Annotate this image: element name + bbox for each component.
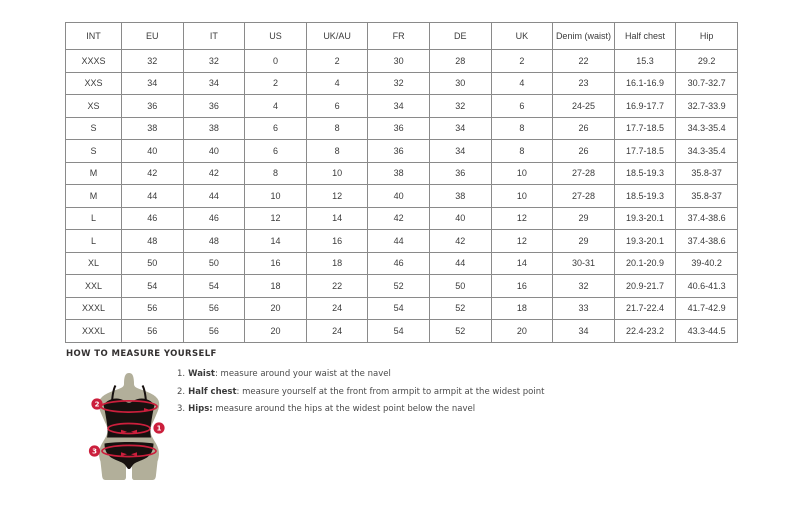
table-cell: 40 [122, 140, 184, 163]
mannequin-illustration [86, 372, 172, 482]
waist-badge-number: 1 [156, 424, 162, 433]
table-cell: 20 [245, 297, 307, 320]
table-cell: 29 [553, 230, 615, 253]
table-cell: 38 [368, 162, 430, 185]
table-row [66, 140, 738, 163]
measure-step-hips [177, 404, 544, 414]
table-cell: 34 [429, 140, 491, 163]
column-header: US [245, 23, 307, 50]
table-cell: 44 [429, 252, 491, 275]
table-cell: 34 [553, 320, 615, 343]
column-header: INT [66, 23, 122, 50]
table-cell: 28 [429, 50, 491, 73]
table-cell: 4 [245, 95, 307, 118]
table-cell: 30-31 [553, 252, 615, 275]
table-cell: 36 [368, 140, 430, 163]
table-cell: 30 [368, 50, 430, 73]
table-cell: 22 [553, 50, 615, 73]
column-header: Denim (waist) [553, 23, 615, 50]
table-cell: 30 [429, 72, 491, 95]
table-cell: 27-28 [553, 162, 615, 185]
table-cell: 18 [245, 275, 307, 298]
table-cell: 41.7-42.9 [676, 297, 738, 320]
table-cell: 34 [429, 117, 491, 140]
table-row [66, 50, 738, 73]
table-cell: 12 [491, 230, 553, 253]
step-text: measure around the hips at the widest point below the navel [212, 404, 476, 414]
hip-badge [89, 445, 100, 456]
table-cell: 36 [122, 95, 184, 118]
waist-badge [153, 422, 164, 433]
table-cell: 50 [122, 252, 184, 275]
table-row [66, 162, 738, 185]
header-row [66, 23, 738, 50]
column-header: UK [491, 23, 553, 50]
table-cell: 56 [122, 320, 184, 343]
table-cell: 32 [183, 50, 245, 73]
table-row [66, 95, 738, 118]
table-cell: 26 [553, 117, 615, 140]
table-cell: 37.4-38.6 [676, 207, 738, 230]
table-row [66, 275, 738, 298]
table-cell: 42 [183, 162, 245, 185]
guide-title: HOW TO MEASURE YOURSELF [66, 349, 217, 359]
size-table-body [66, 50, 738, 343]
table-cell: 56 [183, 297, 245, 320]
table-cell: 54 [122, 275, 184, 298]
table-row [66, 72, 738, 95]
table-cell: 34.3-35.4 [676, 140, 738, 163]
table-cell: XXXL [66, 320, 122, 343]
column-header: UK/AU [306, 23, 368, 50]
table-cell: 16 [306, 230, 368, 253]
table-cell: 42 [429, 230, 491, 253]
column-header: EU [122, 23, 184, 50]
table-row [66, 297, 738, 320]
table-cell: 38 [429, 185, 491, 208]
table-cell: 8 [491, 117, 553, 140]
table-cell: 52 [368, 275, 430, 298]
table-cell: 32.7-33.9 [676, 95, 738, 118]
table-row [66, 207, 738, 230]
table-cell: XXS [66, 72, 122, 95]
table-cell: XS [66, 95, 122, 118]
table-cell: 21.7-22.4 [614, 297, 676, 320]
chest-badge-number: 2 [94, 400, 100, 409]
table-cell: XXXS [66, 50, 122, 73]
table-row [66, 230, 738, 253]
table-cell: 40 [429, 207, 491, 230]
table-cell: 17.7-18.5 [614, 117, 676, 140]
table-cell: 20.1-20.9 [614, 252, 676, 275]
table-cell: 40 [368, 185, 430, 208]
table-cell: 35.8-37 [676, 185, 738, 208]
table-cell: 32 [368, 72, 430, 95]
table-cell: 18.5-19.3 [614, 162, 676, 185]
table-cell: 34.3-35.4 [676, 117, 738, 140]
table-cell: M [66, 185, 122, 208]
step-number: 1. [177, 369, 186, 379]
table-cell: 16 [245, 252, 307, 275]
table-cell: 26 [553, 140, 615, 163]
table-cell: 54 [183, 275, 245, 298]
table-cell: 12 [491, 207, 553, 230]
size-table-head [66, 23, 738, 50]
table-cell: 10 [245, 185, 307, 208]
table-cell: 2 [245, 72, 307, 95]
table-cell: 42 [368, 207, 430, 230]
table-cell: 44 [183, 185, 245, 208]
chest-badge [91, 398, 102, 409]
table-cell: 6 [306, 95, 368, 118]
table-cell: 18 [306, 252, 368, 275]
table-cell: 8 [306, 117, 368, 140]
column-header: Hip [676, 23, 738, 50]
table-cell: 12 [245, 207, 307, 230]
table-cell: 20 [245, 320, 307, 343]
table-cell: 50 [429, 275, 491, 298]
table-cell: 36 [429, 162, 491, 185]
table-cell: 33 [553, 297, 615, 320]
table-cell: M [66, 162, 122, 185]
table-cell: 19.3-20.1 [614, 230, 676, 253]
table-cell: 40 [183, 140, 245, 163]
table-cell: 15.3 [614, 50, 676, 73]
table-cell: S [66, 140, 122, 163]
measure-step-waist [177, 369, 544, 379]
table-cell: 30.7-32.7 [676, 72, 738, 95]
table-cell: S [66, 117, 122, 140]
step-number: 3. [177, 404, 186, 414]
table-cell: 40.6-41.3 [676, 275, 738, 298]
table-cell: 6 [245, 117, 307, 140]
table-cell: 32 [429, 95, 491, 118]
table-cell: 24 [306, 320, 368, 343]
table-cell: 2 [491, 50, 553, 73]
step-text: : measure around your waist at the navel [214, 369, 391, 379]
table-cell: 6 [491, 95, 553, 118]
table-row [66, 252, 738, 275]
table-row [66, 185, 738, 208]
table-cell: 56 [122, 297, 184, 320]
table-cell: 12 [306, 185, 368, 208]
table-cell: 29.2 [676, 50, 738, 73]
table-cell: 18.5-19.3 [614, 185, 676, 208]
table-cell: 32 [553, 275, 615, 298]
table-cell: 4 [491, 72, 553, 95]
step-label: Waist [188, 369, 215, 379]
step-label: Hips: [188, 404, 213, 414]
table-cell: 34 [368, 95, 430, 118]
table-cell: 46 [122, 207, 184, 230]
table-cell: 36 [368, 117, 430, 140]
table-cell: 46 [183, 207, 245, 230]
column-header: IT [183, 23, 245, 50]
table-cell: 6 [245, 140, 307, 163]
table-cell: 38 [122, 117, 184, 140]
table-cell: 16.9-17.7 [614, 95, 676, 118]
table-cell: 48 [183, 230, 245, 253]
table-cell: 48 [122, 230, 184, 253]
table-cell: 39-40.2 [676, 252, 738, 275]
table-cell: 10 [491, 162, 553, 185]
table-cell: L [66, 230, 122, 253]
table-cell: 22.4-23.2 [614, 320, 676, 343]
table-cell: 27-28 [553, 185, 615, 208]
table-cell: 36 [183, 95, 245, 118]
step-label: Half chest [188, 386, 237, 397]
step-number: 2. [177, 386, 186, 397]
table-cell: 54 [368, 320, 430, 343]
table-cell: 14 [491, 252, 553, 275]
table-cell: 4 [306, 72, 368, 95]
table-cell: L [66, 207, 122, 230]
table-cell: 8 [491, 140, 553, 163]
table-cell: 10 [491, 185, 553, 208]
table-cell: 10 [306, 162, 368, 185]
step-text: : measure yourself at the front from armpit to armpit at the widest point [236, 386, 545, 397]
table-cell: 17.7-18.5 [614, 140, 676, 163]
table-cell: 8 [245, 162, 307, 185]
table-cell: 54 [368, 297, 430, 320]
table-cell: 16.1-16.9 [614, 72, 676, 95]
table-cell: 32 [122, 50, 184, 73]
table-cell: 44 [368, 230, 430, 253]
table-cell: XXXL [66, 297, 122, 320]
table-cell: 20.9-21.7 [614, 275, 676, 298]
table-cell: 44 [122, 185, 184, 208]
table-cell: 34 [122, 72, 184, 95]
table-cell: 43.3-44.5 [676, 320, 738, 343]
table-cell: 14 [306, 207, 368, 230]
table-cell: 24-25 [553, 95, 615, 118]
table-cell: 56 [183, 320, 245, 343]
measurement-figure [86, 372, 172, 482]
measure-steps [177, 369, 544, 422]
table-cell: 50 [183, 252, 245, 275]
table-cell: 2 [306, 50, 368, 73]
hip-badge-number: 3 [92, 447, 97, 456]
table-cell: 16 [491, 275, 553, 298]
measure-step-half-chest [177, 387, 544, 397]
table-cell: 18 [491, 297, 553, 320]
table-cell: 52 [429, 297, 491, 320]
table-cell: 23 [553, 72, 615, 95]
column-header: DE [429, 23, 491, 50]
table-cell: 34 [183, 72, 245, 95]
table-row [66, 320, 738, 343]
table-cell: 14 [245, 230, 307, 253]
table-cell: 22 [306, 275, 368, 298]
table-cell: XL [66, 252, 122, 275]
table-cell: 20 [491, 320, 553, 343]
table-cell: XXL [66, 275, 122, 298]
table-cell: 42 [122, 162, 184, 185]
column-header: Half chest [614, 23, 676, 50]
table-cell: 0 [245, 50, 307, 73]
table-cell: 37.4-38.6 [676, 230, 738, 253]
table-cell: 46 [368, 252, 430, 275]
column-header: FR [368, 23, 430, 50]
table-cell: 24 [306, 297, 368, 320]
table-row [66, 117, 738, 140]
table-cell: 38 [183, 117, 245, 140]
table-cell: 19.3-20.1 [614, 207, 676, 230]
table-cell: 52 [429, 320, 491, 343]
table-cell: 35.8-37 [676, 162, 738, 185]
table-cell: 29 [553, 207, 615, 230]
table-cell: 8 [306, 140, 368, 163]
size-table [65, 22, 738, 343]
